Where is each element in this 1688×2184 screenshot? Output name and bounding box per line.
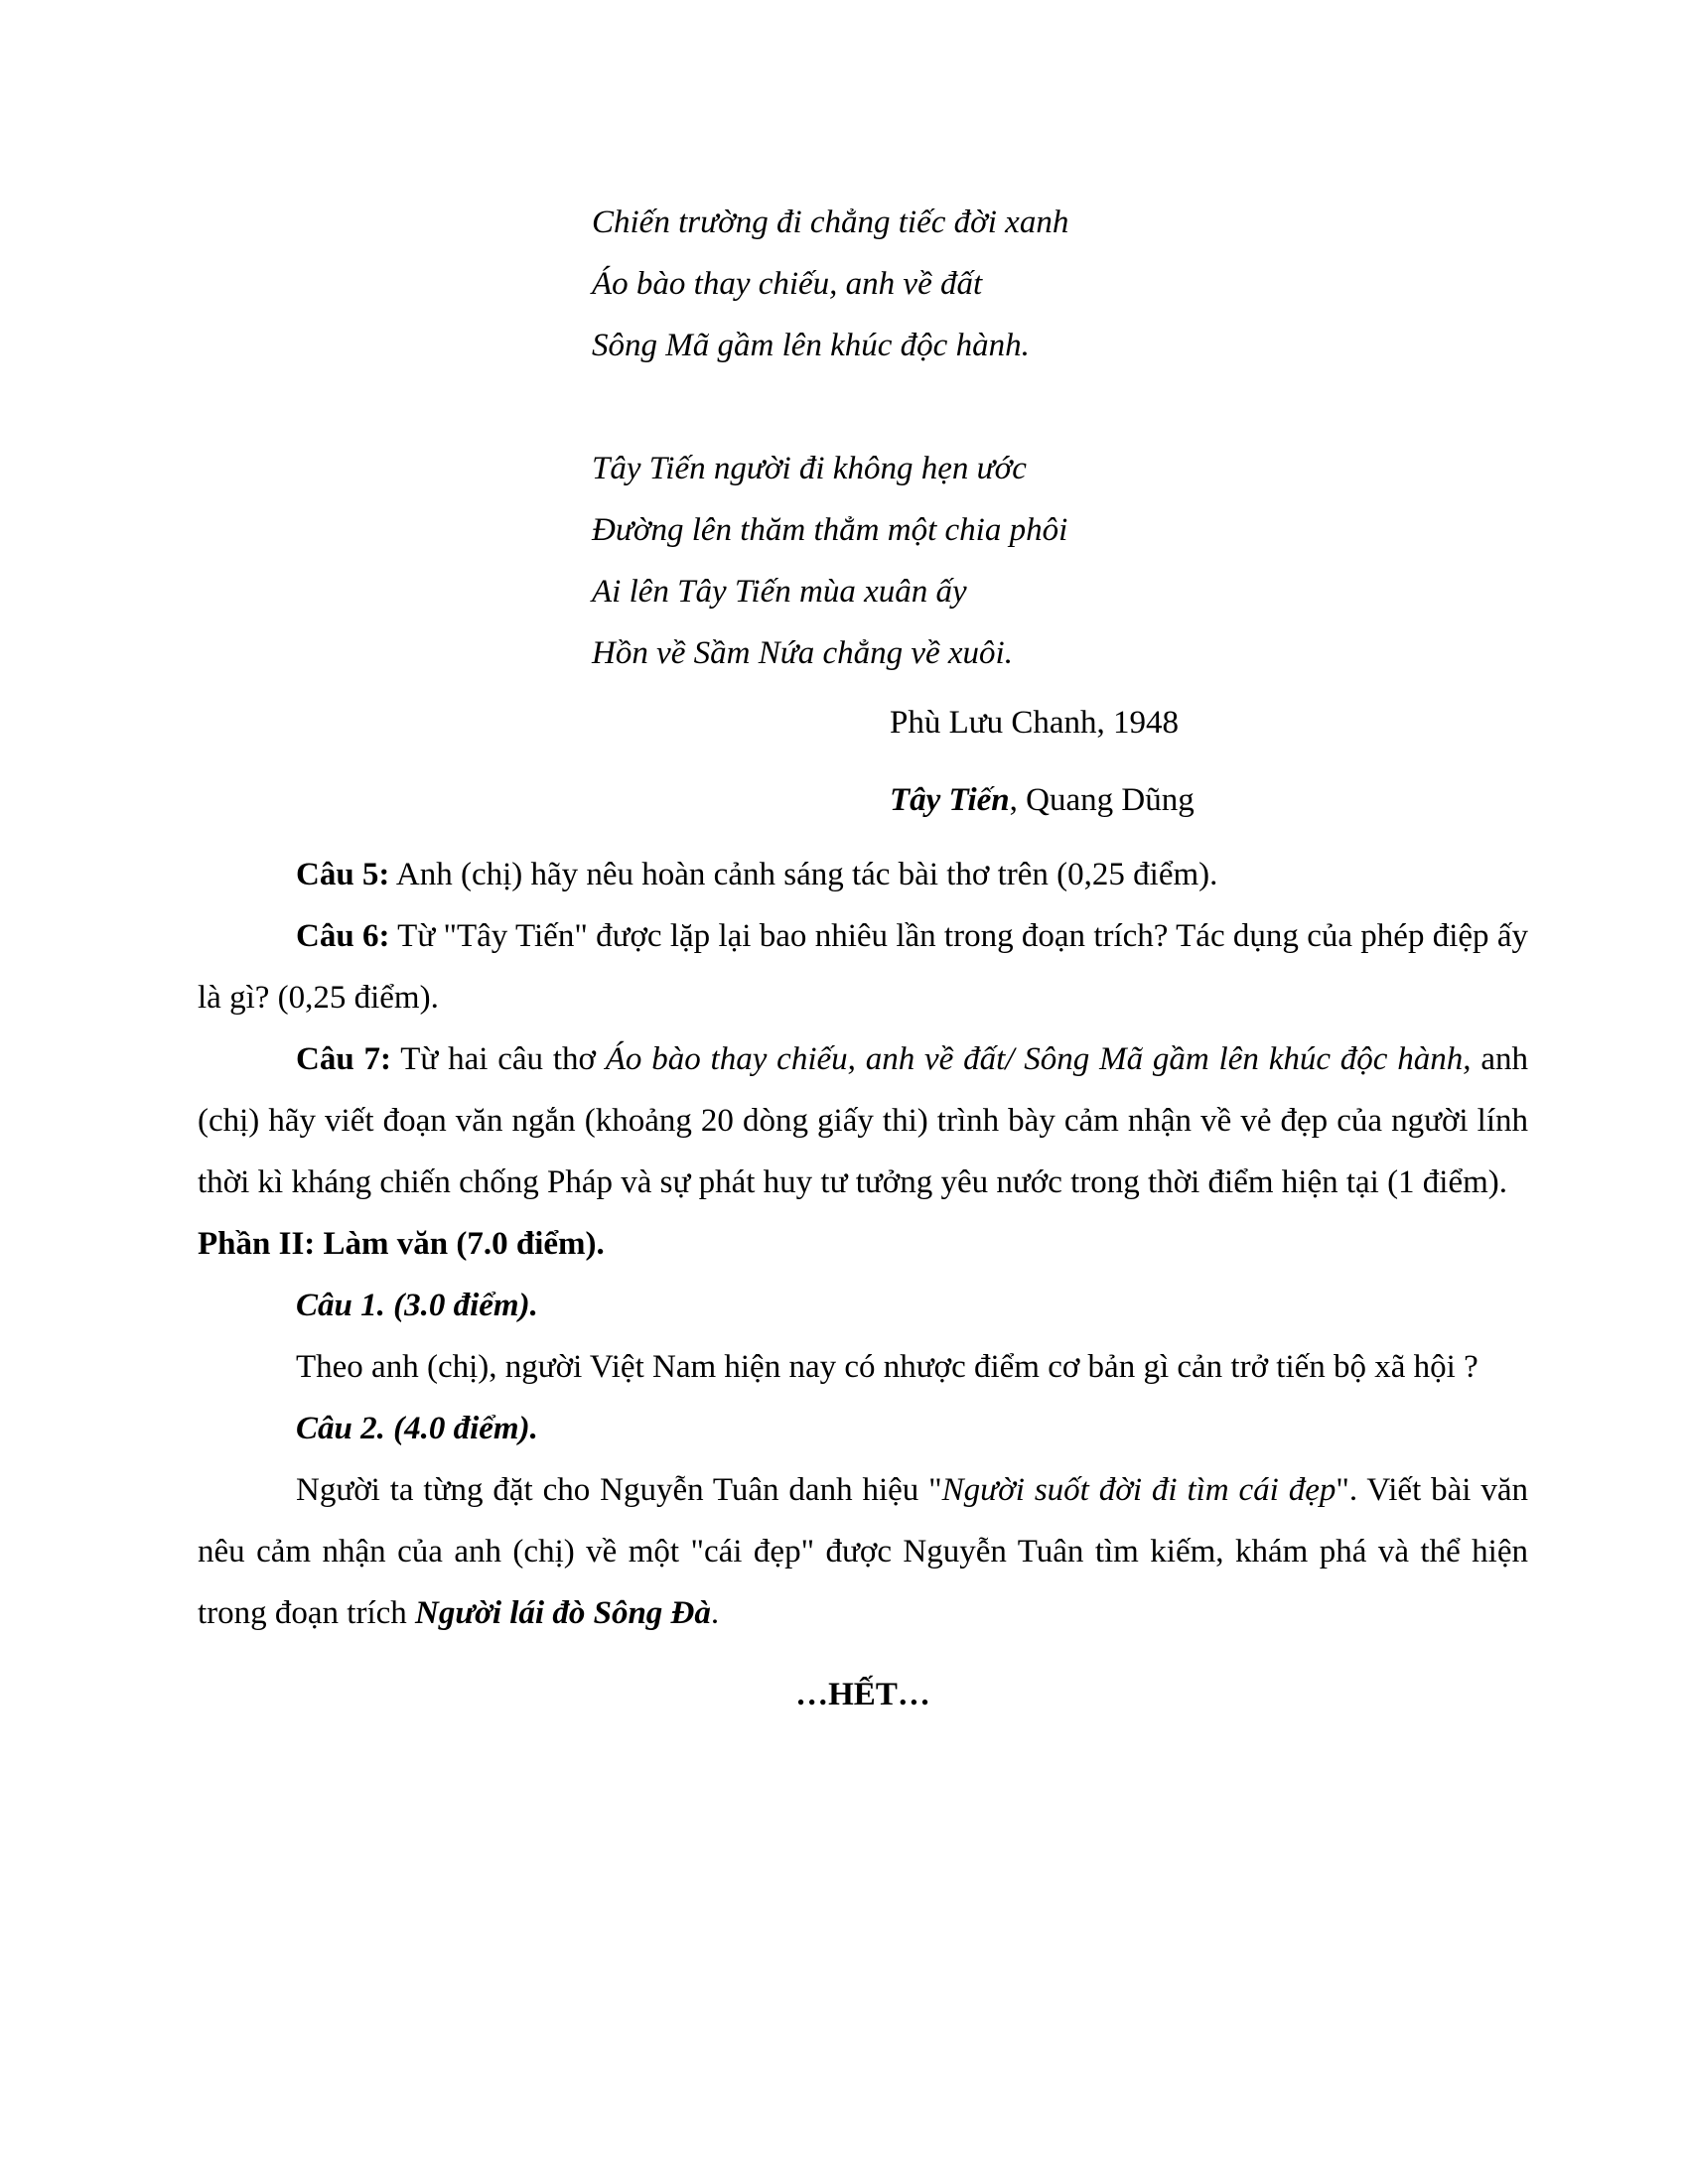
question-text: anh (chị) hãy viết đoạn văn ngắn (khoảng 20 dòng giấy thi) trình bày cảm nhận về vẻ đẹp của người lính thời kì kháng chiến chống Pháp và sự phát huy tư tưởng yêu nước trong thời điểm hiện tại (1 điểm). xyxy=(198,1041,1528,1200)
prompt-work-title: Người lái đò Sông Đà xyxy=(415,1595,711,1631)
poem-line: Chiến trường đi chẳng tiếc đời xanh xyxy=(592,205,1069,240)
poem-line: Ai lên Tây Tiến mùa xuân ấy xyxy=(592,574,967,610)
poem-stanza-1 xyxy=(592,192,1068,376)
question-quote: Áo bào thay chiếu, anh về đất/ Sông Mã gầm lên khúc độc hành, xyxy=(605,1041,1472,1077)
poem-place-date: Phù Lưu Chanh, 1948 xyxy=(890,705,1180,741)
poem-line: Đường lên thăm thẳm một chia phôi xyxy=(592,512,1068,548)
poem-line: Hồn về Sầm Nứa chẳng về xuôi. xyxy=(592,635,1013,671)
poem-line: Áo bào thay chiếu, anh về đất xyxy=(592,266,983,302)
question-text: Từ "Tây Tiến" được lặp lại bao nhiêu lần trong đoạn trích? Tác dụng của phép điệp ấy là gì? (0,25 điểm). xyxy=(198,918,1528,1016)
poem-line: Tây Tiến người đi không hẹn ước xyxy=(592,451,1027,486)
poem-title: Tây Tiến xyxy=(890,782,1010,818)
end-mark: …HẾT… xyxy=(795,1677,930,1712)
exam-body xyxy=(198,844,1528,1725)
prompt-text: ". Viết bài văn nêu cảm nhận của anh (chị) về một "cái đẹp" được Nguyễn Tuân tìm kiếm, khám phá và thể hiện trong đoạn trích xyxy=(198,1472,1528,1631)
question-7 xyxy=(198,1028,1528,1213)
question-6 xyxy=(198,905,1528,1028)
question-text: Anh (chị) hãy nêu hoàn cảnh sáng tác bài thơ trên (0,25 điểm). xyxy=(389,857,1218,892)
poem-line: Sông Mã gầm lên khúc độc hành. xyxy=(592,328,1030,363)
poem-source xyxy=(890,782,1195,819)
question-text: Từ hai câu thơ xyxy=(391,1041,606,1077)
prompt-text: . xyxy=(710,1595,720,1631)
essay-1-heading: Câu 1. (3.0 điểm). xyxy=(296,1288,538,1323)
poem-excerpt xyxy=(592,192,1068,746)
prompt-quote: Người suốt đời đi tìm cái đẹp xyxy=(941,1472,1336,1508)
poem-stanza-2 xyxy=(592,438,1068,684)
question-5 xyxy=(198,844,1528,905)
essay-2-heading: Câu 2. (4.0 điểm). xyxy=(296,1411,538,1446)
part-2-heading: Phần II: Làm văn (7.0 điểm). xyxy=(198,1226,605,1262)
essay-1-prompt: Theo anh (chị), người Việt Nam hiện nay có nhược điểm cơ bản gì cản trở tiến bộ xã hội ? xyxy=(296,1349,1478,1385)
poem-author: , Quang Dũng xyxy=(1009,782,1195,818)
question-label: Câu 6: xyxy=(296,918,390,954)
prompt-text: Người ta từng đặt cho Nguyễn Tuân danh hiệu " xyxy=(296,1472,942,1508)
essay-2-prompt xyxy=(198,1459,1528,1644)
question-label: Câu 5: xyxy=(296,857,390,892)
question-label: Câu 7: xyxy=(296,1041,391,1077)
